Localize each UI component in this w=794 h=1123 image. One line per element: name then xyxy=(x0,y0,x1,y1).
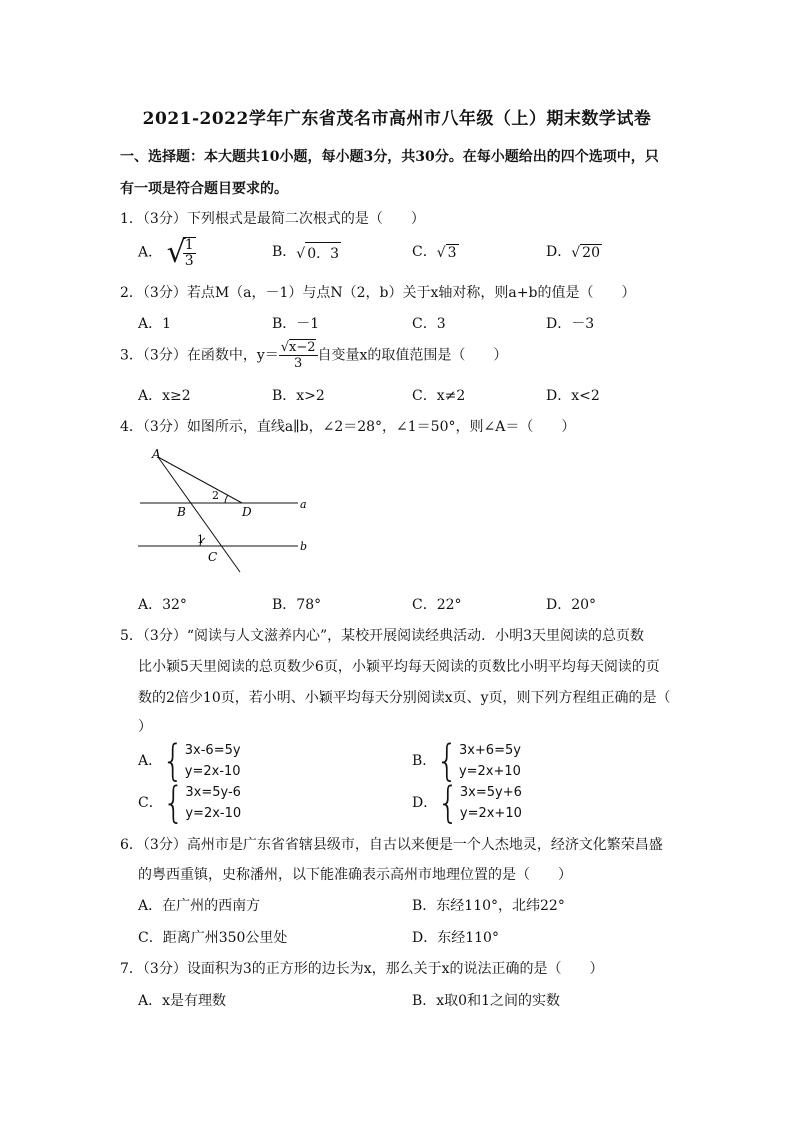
line-ad xyxy=(158,457,242,503)
q1-option-c: C．√ 3 xyxy=(412,244,457,261)
q5-d-eq2: y=2x+10 xyxy=(459,806,522,821)
q5-b-eq1: 3x+6=5y xyxy=(458,743,521,758)
q3-stem-pre: 3．（3分）在函数中，y＝ xyxy=(120,347,279,364)
q5-option-c-label: C． xyxy=(138,795,163,811)
q5-c-eq1: 3x=5y-6 xyxy=(185,785,241,800)
label-D: D xyxy=(242,505,252,519)
label-angle-2: 2 xyxy=(212,489,219,502)
q5-option-b xyxy=(412,736,521,786)
q4-option-c: C．22° xyxy=(412,597,462,613)
q5-stem-line4: ） xyxy=(138,719,152,735)
q7-option-b: B．x取0和1之间的实数 xyxy=(412,993,560,1009)
q5-option-d-label: D． xyxy=(412,795,438,811)
q5-stem-line3: 数的2倍少10页，若小明、小颖平均每天分别阅读x页、y页，则下列方程组正确的是（ xyxy=(138,690,671,706)
brace-icon: { xyxy=(162,736,184,786)
q5-a-eq2: y=2x-10 xyxy=(184,764,241,779)
q5-stem-line1: 5．（3分）“阅读与人文滋养内心”，某校开展阅读经典活动．小明3天里阅读的总页数 xyxy=(120,628,645,644)
brace-icon: { xyxy=(162,778,185,828)
q2-option-c: C．3 xyxy=(412,316,446,332)
q3-option-c: C．x≠2 xyxy=(412,388,466,404)
q6-option-d: D．东经110° xyxy=(412,930,499,946)
q1-a-numerator: 1 xyxy=(184,236,194,253)
label-b: b xyxy=(300,540,308,553)
label-A: A xyxy=(152,447,161,461)
q3-option-b: B．x>2 xyxy=(272,388,325,404)
label-a: a xyxy=(300,498,307,511)
q1-a-denominator: 3 xyxy=(184,252,194,269)
q1-option-c-label: C． xyxy=(412,244,437,260)
q5-a-eq1: 3x-6=5y xyxy=(184,743,241,758)
q5-d-eq1: 3x=5y+6 xyxy=(459,785,522,800)
section-heading-line2: 有一项是符合题目要求的。 xyxy=(120,181,288,197)
exam-title: 2021-2022学年广东省茂名市高州市八年级（上）期末数学试卷 xyxy=(142,109,652,129)
q1-d-radicand: 20 xyxy=(582,244,600,261)
q1-option-a-label: A． xyxy=(138,244,163,261)
q5-stem-line2: 比小颖5天里阅读的总页数少6页，小颖平均每天阅读的页数比小明平均每天阅读的页 xyxy=(138,659,660,675)
q1-option-d: D．√ 20 xyxy=(546,244,600,261)
q4-option-a: A．32° xyxy=(138,597,187,613)
q1-option-b: B．√ 0．3 xyxy=(272,241,341,263)
q1-option-b-label: B． xyxy=(272,244,297,260)
q2-option-a: A．1 xyxy=(138,316,172,332)
q3-option-d: D．x<2 xyxy=(546,388,600,404)
q6-stem-line1: 6．（3分）高州市是广东省省辖县级市，自古以来便是一个人杰地灵，经济文化繁荣昌盛 xyxy=(120,837,663,853)
q4-stem: 4．（3分）如图所示，直线a∥b，∠2＝28°，∠1＝50°，则∠A＝（ ） xyxy=(120,419,576,435)
q4-option-b: B．78° xyxy=(272,597,322,613)
q6-option-c: C．距离广州350公里处 xyxy=(138,930,288,946)
label-angle-1: 1 xyxy=(197,533,204,546)
q3-denominator: 3 xyxy=(293,356,303,371)
brace-icon: { xyxy=(436,736,458,786)
label-C: C xyxy=(208,550,218,564)
q3-option-a: A．x≥2 xyxy=(138,388,191,404)
q5-option-c xyxy=(138,778,242,828)
q2-option-b: B．－1 xyxy=(272,316,320,332)
line-ac xyxy=(158,457,240,572)
q6-option-b: B．东经110°，北纬22° xyxy=(412,898,565,914)
sqrt-fraction: √ $\frac{1}{3}$ xyxy=(166,235,194,270)
q1-option-d-label: D． xyxy=(546,244,572,260)
brace-icon: { xyxy=(437,778,459,828)
q5-option-a xyxy=(138,736,241,786)
q5-option-a-label: A． xyxy=(138,753,163,769)
q1-b-radicand: 0．3 xyxy=(305,242,341,263)
q2-option-d: D．－3 xyxy=(546,316,595,332)
q6-stem-line2: 的粤西重镇，史称潘州，以下能准确表示高州市地理位置的是（ ） xyxy=(138,867,572,883)
q3-radicand: x−2 xyxy=(289,340,316,355)
q7-option-a: A．x是有理数 xyxy=(138,993,227,1009)
angle-2-arc xyxy=(225,495,228,503)
q1-c-radicand: 3 xyxy=(447,244,457,261)
section-heading-line1: 一、选择题：本大题共10小题，每小题3分，共30分。在每小题给出的四个选项中，只 xyxy=(120,149,659,165)
q5-b-eq2: y=2x+10 xyxy=(458,764,521,779)
q6-option-a: A．在广州的西南方 xyxy=(138,898,261,914)
q3-stem-post: 自变量x的取值范围是（ ） xyxy=(317,347,508,364)
q1-option-a xyxy=(138,235,196,270)
q5-option-d xyxy=(412,778,522,828)
q4-option-d: D．20° xyxy=(546,597,597,613)
q1-stem: 1．（3分）下列根式是最简二次根式的是（ ） xyxy=(120,211,425,227)
label-B: B xyxy=(177,505,186,519)
q2-stem: 2．（3分）若点M（a，－1）与点N（2，b）关于x轴对称，则a+b的值是（ ） xyxy=(120,285,636,301)
q5-option-b-label: B． xyxy=(412,753,437,769)
q5-c-eq2: y=2x-10 xyxy=(185,806,242,821)
q3-stem: 3．（3分）在函数中，y＝ $\frac{√x-2}{3}$ 自变量x的取值范围是（ ） xyxy=(120,340,508,371)
q4-figure xyxy=(130,444,320,580)
q7-stem: 7．（3分）设面积为3的正方形的边长为x，那么关于x的说法正确的是（ ） xyxy=(120,961,604,977)
